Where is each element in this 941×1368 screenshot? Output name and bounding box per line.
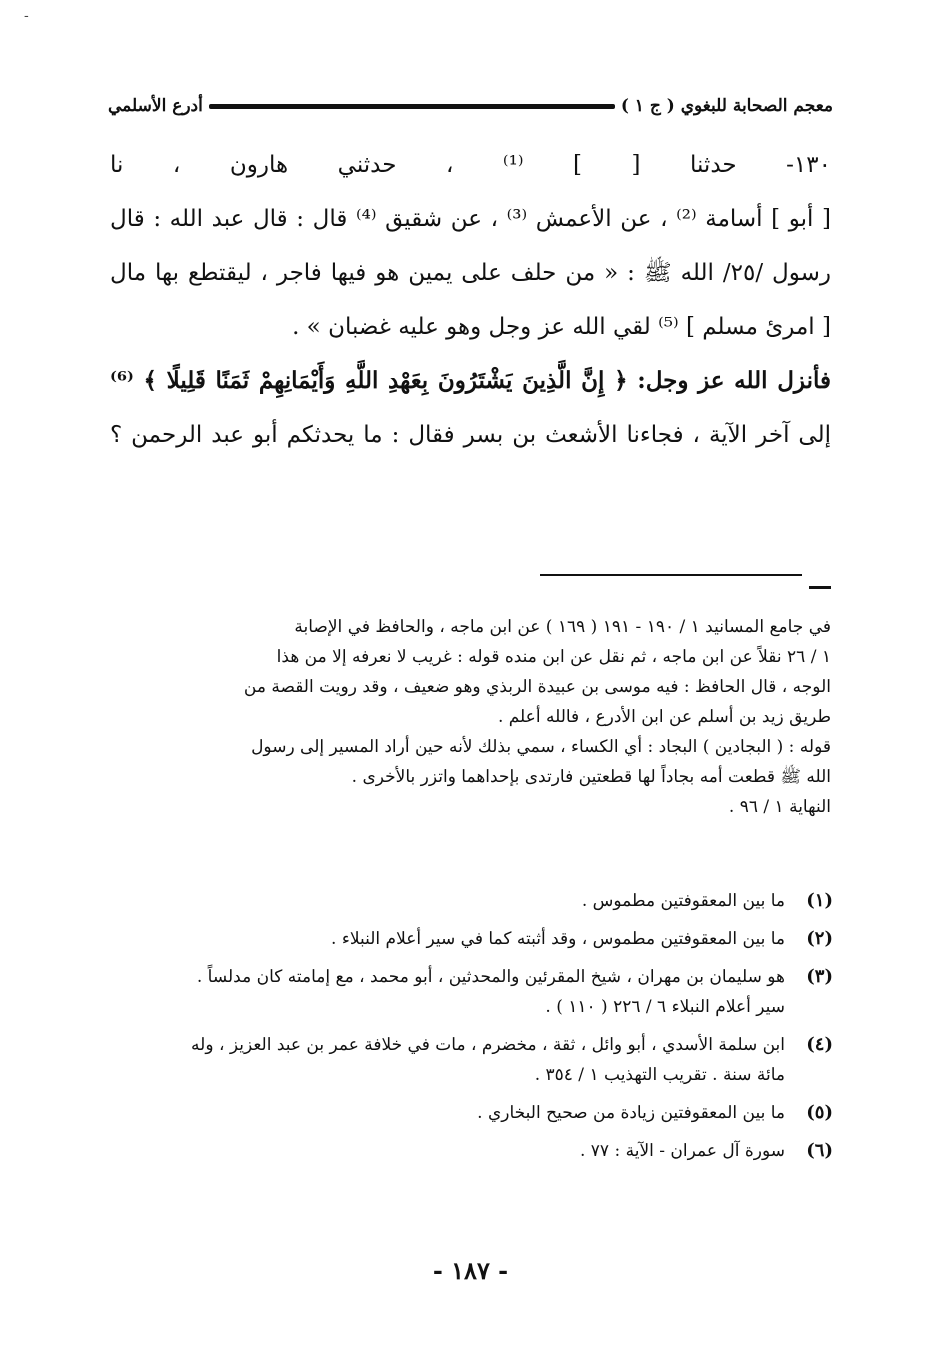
footnote-number: (٦) <box>806 1140 833 1161</box>
footnote-line: سير أعلام النبلاء ٦ / ٢٢٦ ( ١١٠ ) . <box>545 997 785 1017</box>
top-corner-mark: - <box>24 8 29 24</box>
continuation-line: الوجه ، قال الحافظ : فيه موسى بن عبيدة الربذي وهو ضعيف ، وقد رويت القصة من <box>243 677 831 697</box>
footnote-number: (٣) <box>806 966 833 987</box>
hadith-text <box>110 138 831 462</box>
page-number: - ١٨٧ - <box>432 1256 509 1285</box>
footnote-number: (٤) <box>806 1034 833 1055</box>
footnote-body <box>110 1030 785 1090</box>
main-line: [ أبو ] أسامة ⁽²⁾ ، عن الأعمش ⁽³⁾ ، عن شقيق ⁽⁴⁾ قال : قال عبد الله : قال <box>110 206 831 232</box>
footnote-number: (٥) <box>806 1102 833 1123</box>
continuation-line: طريق زيد بن أسلم عن ابن الأدرع ، فالله أعلم . <box>497 707 831 727</box>
footnote-line: سورة آل عمران - الآية : ٧٧ . <box>579 1141 785 1161</box>
footnote-line: ما بين المعقوفتين مطموس ، وقد أثبته كما في سير أعلام النبلاء . <box>331 929 785 949</box>
footnote-line: هو سليمان بن مهران ، شيخ المقرئين والمحدثين ، أبو محمد ، مع إمامته كان مدلساً . <box>196 967 785 987</box>
footnotes-list <box>110 886 833 1174</box>
footnote-separator-dash <box>809 586 831 589</box>
quran-verse-line: فأنزل الله عز وجل: ﴿ إِنَّ الَّذِينَ يَشْتَرُونَ بِعَهْدِ اللَّهِ وَأَيْمَانِهِمْ ثَمَنًا قَلِيلًا ﴾ ⁽⁶⁾ <box>110 367 831 394</box>
header-rule <box>209 104 615 109</box>
continuation-line: قوله : ( البجادين ) البجاد : أي الكساء ، سمي بذلك لأنه حين أراد المسير إلى رسول <box>251 737 831 757</box>
footnote-item <box>110 1030 833 1090</box>
header-section-name: أدرع الأسلمي <box>108 96 203 116</box>
footnote-separator <box>540 574 802 576</box>
footnote-line: مائة سنة . تقريب التهذيب ١ / ٣٥٤ . <box>534 1065 785 1085</box>
footnote-item <box>110 1098 833 1128</box>
footnote-body <box>110 1136 785 1166</box>
header-book-title: معجم الصحابة للبغوي ( ج ١ ) <box>620 96 833 116</box>
footnote-body <box>110 1098 785 1128</box>
footnote-line: ما بين المعقوفتين مطموس . <box>581 891 785 911</box>
continuation-line: ١ / ٢٦ نقلاً عن ابن ماجه ، ثم نقل عن ابن منده قوله : غريب لا نعرفه إلا من هذا <box>276 647 831 667</box>
footnote-item <box>110 924 833 954</box>
footnote-body <box>110 924 785 954</box>
footnote-item <box>110 962 833 1022</box>
footnote-body <box>110 962 785 1022</box>
main-line: [ امرئ مسلم ] ⁽⁵⁾ لقي الله عز وجل وهو عليه غضبان » . <box>292 314 831 340</box>
footnote-body <box>110 886 785 916</box>
footnote-continuation <box>110 612 831 822</box>
footnote-item <box>110 886 833 916</box>
footnote-number: (١) <box>806 890 833 911</box>
footnote-item <box>110 1136 833 1166</box>
continuation-line: الله ﷺ قطعت أمه بجاداً لها قطعتين فارتدى بإحداهما واتزر بالأخرى . <box>351 767 831 787</box>
continuation-line: في جامع المسانيد ١ / ١٩٠ - ١٩١ ( ١٦٩ ) عن ابن ماجه ، والحافظ في الإصابة <box>294 617 831 637</box>
footnote-line: ما بين المعقوفتين زيادة من صحيح البخاري . <box>477 1103 785 1123</box>
footnote-line: ابن سلمة الأسدي ، أبو وائل ، ثقة ، مخضرم ، مات في خلافة عمر بن عبد العزيز ، وله <box>191 1035 785 1055</box>
main-line: إلى آخر الآية ، فجاءنا الأشعث بن بسر فقال : ما يحدثكم أبو عبد الرحمن ؟ <box>110 422 831 448</box>
main-line: ١٣٠- حدثنا [ ] ⁽¹⁾ ، حدثني هارون ، نا <box>110 152 831 178</box>
main-line: رسول /٢٥/ الله ﷺ : « من حلف على يمين هو فيها فاجر ، ليقتطع بها مال <box>110 260 831 286</box>
running-header <box>108 88 833 124</box>
continuation-line: النهاية ١ / ٩٦ . <box>728 797 831 817</box>
footnote-number: (٢) <box>806 928 833 949</box>
